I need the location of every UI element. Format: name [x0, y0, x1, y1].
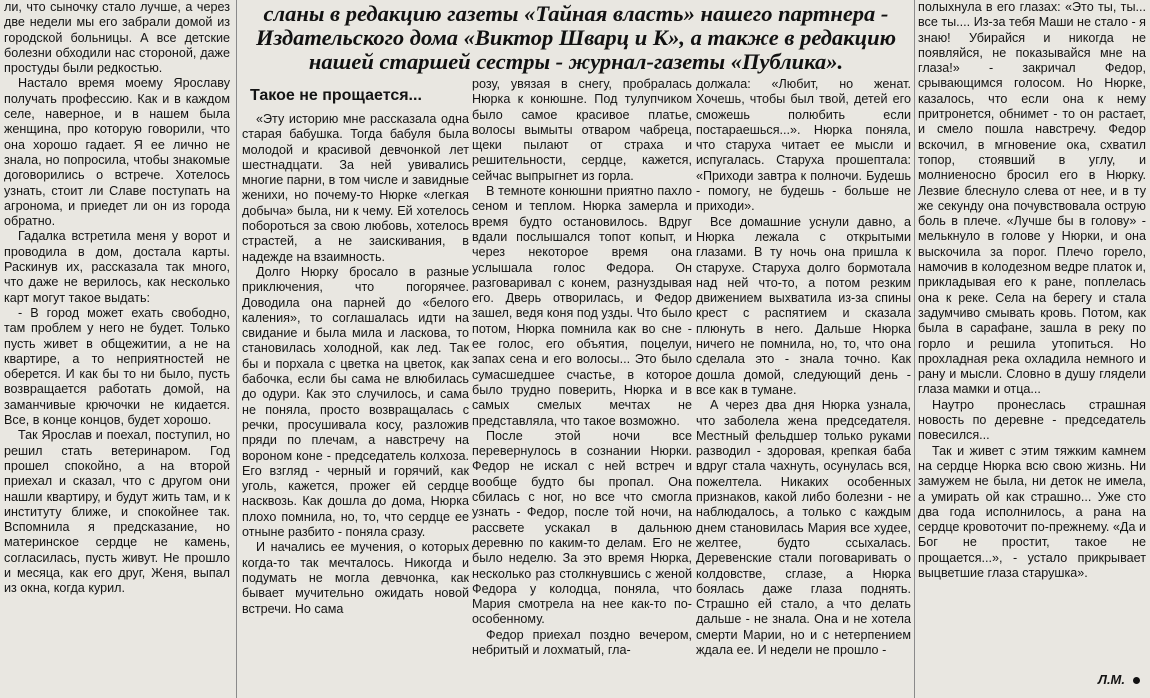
- paragraph: Так Ярослав и поехал, поступил, но решил стать ветеринаром. Год прошел спокойно, а на второй приехал и сказал, что с другом они нашли квартиру, и будут жить там, и к институту ближе, и спокойнее так. Вспомнила я предсказание, но материнское сердце не камень, согласилась, пусть живут. Не прошло и месяца, как его друг, Женя, выпал из окна, когда курил.: [4, 428, 230, 596]
- text-column-5: [918, 0, 1146, 698]
- text-column-4: [696, 77, 911, 698]
- text-column-1: [4, 0, 230, 698]
- paragraph: полыхнула в его глазах: «Это ты, ты... все ты.... Из-за тебя Маши не стало - я знаю! Убирайся и никогда не появляйся, не показывайся мне на глаза!» - закричал Федор, срывающимся голосом. Но Нюрке, казалось, что если она к нему притронется, обнимет - то он растает, и смело пошла навстречу. Федор вскочил, в мгновение ока, схватил топор, стоявший в углу, и молниеносно бросил его в Нюрку. Лезвие блеснуло слева от нее, и в ту же секунду она почувствовала острую боль в плече. «Лучше бы в голову» - мелькнуло в голове у Нюрки, и она выскочила за порог. Плечо горело, намочив в колодезном ведре платок и, прикладывая его к ране, поплелась она к реке. Села на берегу и стала задумчиво смывать кровь. Потом, как была в сарафане, зашла в реку по горло и решила утопиться. Но прохладная река охладила немного и рану и мысли. Словно в душу глядели глаза мамки и отца...: [918, 0, 1146, 397]
- paragraph: «Эту историю мне рассказала одна старая бабушка. Тогда бабуля была молодой и красивой девчонкой лет шестнадцати. За ней увивались многие парни, в том числе и завидные женихи, но почему-то Нюрке «легкая добыча» была, ни к чему. Ей хотелось побороться за свою любовь, хотелось страстей, а не заискивания, в надежде на взаимность.: [242, 112, 469, 264]
- paragraph: должала: «Любит, но женат. Хочешь, чтобы был твой, детей его сможешь полюбить если постараешься...». Нюрка поняла, что старуха читает ее мысли и испугалась. Старуха прошептала: «Приходи завтра к полночи. Будешь - помогу, не будешь - больше не приходи».: [696, 77, 911, 214]
- signature-text: Л.М.: [1098, 672, 1125, 687]
- paragraph: А через два дня Нюрка узнала, что заболела жена председателя. Местный фельдшер только руками разводил - здоровая, крепкая баба вдруг стала чахнуть, осунулась вся, пожелтела. Никаких особенных признаков, какой либо болезни - не наблюдалось, а только с каждым днем становилась Мария все худее, желтее, будто ссыхалась. Деревенские стали поговаривать о колдовстве, сглазе, а Нюрка боялась даже глаза поднять. Страшно ей стало, а что делать дальше - не знала. Она и не хотела смерти Марии, но и с нетерпением ждала ее. И недели не прошло -: [696, 398, 911, 657]
- paragraph: И начались ее мучения, о которых когда-то так мечталось. Никогда и подумать не могла девчонка, как бывает мучительно ожидать новой встречи. Но сама: [242, 540, 469, 616]
- paragraph: розу, увязая в снегу, пробралась Нюрка к конюшне. Под тулупчиком было самое красивое платье, волосы вымыты отваром чабреца, щеки пылают от страха и решительности, сердце, кажется, сейчас выпрыгнет из горла.: [472, 77, 692, 183]
- text-column-2: [242, 112, 469, 698]
- paragraph: Гадалка встретила меня у ворот и проводила в дом, достала карты. Раскинув их, рассказала так много, что даже не верилось, как несколько карт могут такое выдать:: [4, 229, 230, 305]
- paragraph: Настало время моему Ярославу получать профессию. Как и в каждом селе, наверное, и в нашем была женщина, про которую говорили, что она хорошо гадает. Я ее лично не знала, но попросила, чтобы знакомые договорились о встрече. Хотелось узнать, стоит ли Славе поступать на агронома, и приедет ли он из города обратно.: [4, 76, 230, 229]
- column-rule: [236, 0, 237, 698]
- paragraph: - В город может ехать свободно, там проблем у него не будет. Только пусть живет в общежитии, а не на квартире, а то неприятностей не оберется. И как бы то ни было, пусть возвращается работать домой, на заманчивые крючочки не кидается. Все, в конце концов, будет хорошо.: [4, 305, 230, 428]
- paragraph: В темноте конюшни приятно пахло сеном и теплом. Нюрка замерла и время будто остановилось. Вдруг вдали послышался топот копыт, и через некоторое время она услышала голос Федора. Он разговаривал с конем, разнуздывая его. Дверь отворилась, и Федор зашел, ведя коня под узды. Что было потом, Нюрка помнила как во сне - ее голос, его объятия, поцелуи, запах сена и его волосы... Это было сумасшедшее счастье, в которое было трудно поверить, Нюрка и в самых смелых мечтах не представляла, что такое возможно.: [472, 184, 692, 428]
- bullet-icon: [1133, 677, 1140, 684]
- paragraph: Все домашние уснули давно, а Нюрка лежала с открытыми глазами. В ту ночь она пришла к старухе. Старуха долго бормотала над ней что-то, а потом резким движением выхватила из-за спины крест с распятием и сказала плюнуть в него. Дальше Нюрка ничего не помнила, но, то, что она сделала это - знала точно. Как дошла домой, следующий день - все как в тумане.: [696, 214, 911, 397]
- column-rule: [914, 0, 915, 698]
- paragraph: Так и живет с этим тяжким камнем на сердце Нюрка всю свою жизнь. Ни замужем не была, ни деток не имела, а умирать ой как страшно... Уже сто два года исполнилось, а рана на сердце кровоточит по-прежнему. «Да и Бог не простит, такое не прощается...», - устало прикрывает выцветшие глаза старушка».: [918, 443, 1146, 580]
- text-column-3: [472, 77, 692, 698]
- paragraph: Долго Нюрку бросало в разные приключения, что погорячее. Доводила она парней до «белого каления», то соглашалась идти на свидание и была мила и ласкова, то становилась холодной, как лед. Так бы и порхала с цветка на цветок, как бабочка, если бы сама не влюбилась до одури. Как это случилось, и сама не поняла, просто возвращалась с речки, просушивала косу, разложив пряди по плечам, а навстречу на вороном коне - председатель колхоза. Его взгляд - черный и горячий, как уголь, кажется, прожег ей сердце насквозь. Как дошла до дома, Нюрка плохо помнила, но, то, что сердце ее отныне разбито - поняла сразу.: [242, 264, 469, 540]
- subheading: Такое не прощается...: [250, 87, 422, 104]
- paragraph: Наутро пронеслась страшная новость по деревне - председатель повесился...: [918, 397, 1146, 443]
- paragraph: ли, что сыночку стало лучше, а через две недели мы его забрали домой из городской больницы. А все детские болезни обходили нас стороной, даже простуды были редкостью.: [4, 0, 230, 76]
- author-signature: [1098, 672, 1140, 687]
- article-header: сланы в редакцию газеты «Тайная власть» нашего партнера - Издательского дома «Виктор Шварц и К», а также в редакцию нашей старшей сестры - журнал-газеты «Публика».: [255, 1, 897, 74]
- paragraph: После этой ночи все перевернулось в сознании Нюрки. Федор не искал с ней встреч и вообще будто бы пропал. Она сбилась с ног, но все что смогла узнать - Федор, после той ночи, на рассвете ускакал в дальнюю деревню по каким-то делам. Его не было неделю. За это время Нюрка, несколько раз столкнувшись с женой Федора у колодца, поняла, что Мария смотрела на нее как-то по-особенному.: [472, 428, 692, 627]
- paragraph: Федор приехал поздно вечером, небритый и лохматый, гла-: [472, 627, 692, 657]
